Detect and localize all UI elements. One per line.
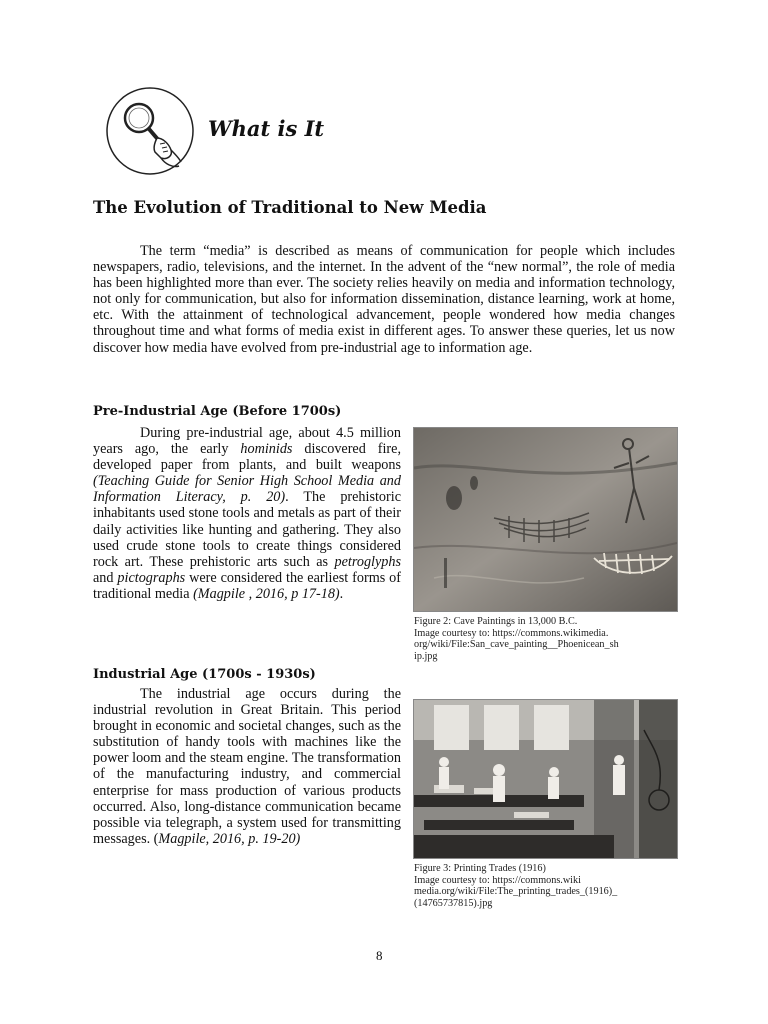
caption-line: Image courtesy to: https://commons.wiki (414, 874, 581, 886)
cave-painting-image (413, 427, 678, 612)
text-run: During pre-industrial age, about 4.5 million years ago, the early (93, 425, 401, 458)
citation: Magpile, 2016, p. 19-20) (158, 830, 301, 847)
citation: (Teaching Guide for Senior High School Media and Information Literacy, p. 20) (93, 473, 401, 506)
emphasis: petroglyphs (334, 553, 401, 570)
text-run: . The prehistoric inhabitants used stone tools and metals as part of their daily activities like hunting and gathering. They also used crude stone tools to create things considered rock art. These prehistoric arts such as (93, 489, 401, 570)
caption-line: Image courtesy to: https://commons.wikimedia. (414, 627, 609, 639)
caption-line: media.org/wiki/File:The_printing_trades_(1916)_ (414, 886, 618, 898)
caption-line: (14765737815).jpg (414, 897, 493, 909)
text-run: discovered fire, developed paper from plants, and built weapons (93, 441, 401, 474)
magnifying-glass-icon (105, 86, 195, 176)
section-heading: What is It (208, 116, 325, 141)
intro-paragraph: The term “media” is described as means of communication for people which includes newspapers, radio, televisions, and the internet. In the advent of the “new normal”, the role of media has been highlighted more than ever. The society relies heavily on media and information technology, not only for communication, but also for information dissemination, distance learning, work at home, etc. With the attainment of technological advancement, people wondered how media changes throughout time and what forms of media exist in different ages. To answer these queries, let us now discover how media have evolved from pre-industrial age to information age. (93, 243, 675, 356)
caption-line: Figure 3: Printing Trades (1916) (414, 863, 546, 874)
text-run: and (93, 569, 118, 586)
page-number: 8 (376, 948, 383, 963)
industrial-heading: Industrial Age (1700s - 1930s) (93, 667, 316, 682)
emphasis: hominids (240, 441, 293, 458)
industrial-paragraph (93, 686, 401, 847)
caption-line: Figure 2: Cave Paintings in 13,000 B.C. (414, 616, 578, 627)
caption-line: ip.jpg (414, 650, 438, 662)
citation: (Magpile , 2016, p 17-18) (193, 585, 340, 602)
text-run: were considered the earliest forms of traditional media (93, 569, 401, 602)
pre-industrial-heading: Pre-Industrial Age (Before 1700s) (93, 404, 342, 419)
text-run: . (339, 585, 344, 602)
caption-line: org/wiki/File:San_cave_painting__Phoenicean_sh (414, 639, 619, 651)
printing-trades-image (413, 699, 678, 859)
pre-industrial-paragraph (93, 425, 401, 602)
page-title: The Evolution of Traditional to New Media (93, 198, 487, 217)
figure-2-caption (414, 616, 682, 662)
text-run: The industrial age occurs during the industrial revolution in Great Britain. This period brought in economic and societal changes, such as the substitution of handy tools with machines like the power loom and the steam engine. The transformation of the manufacturing industry, and commercial enterprise for mass production of various products occurred. Also, long-distance communication became possible via telegraph, a system used for transmitting messages. ( (93, 686, 401, 847)
figure-3-caption (414, 863, 682, 909)
emphasis: pictographs (117, 569, 186, 586)
